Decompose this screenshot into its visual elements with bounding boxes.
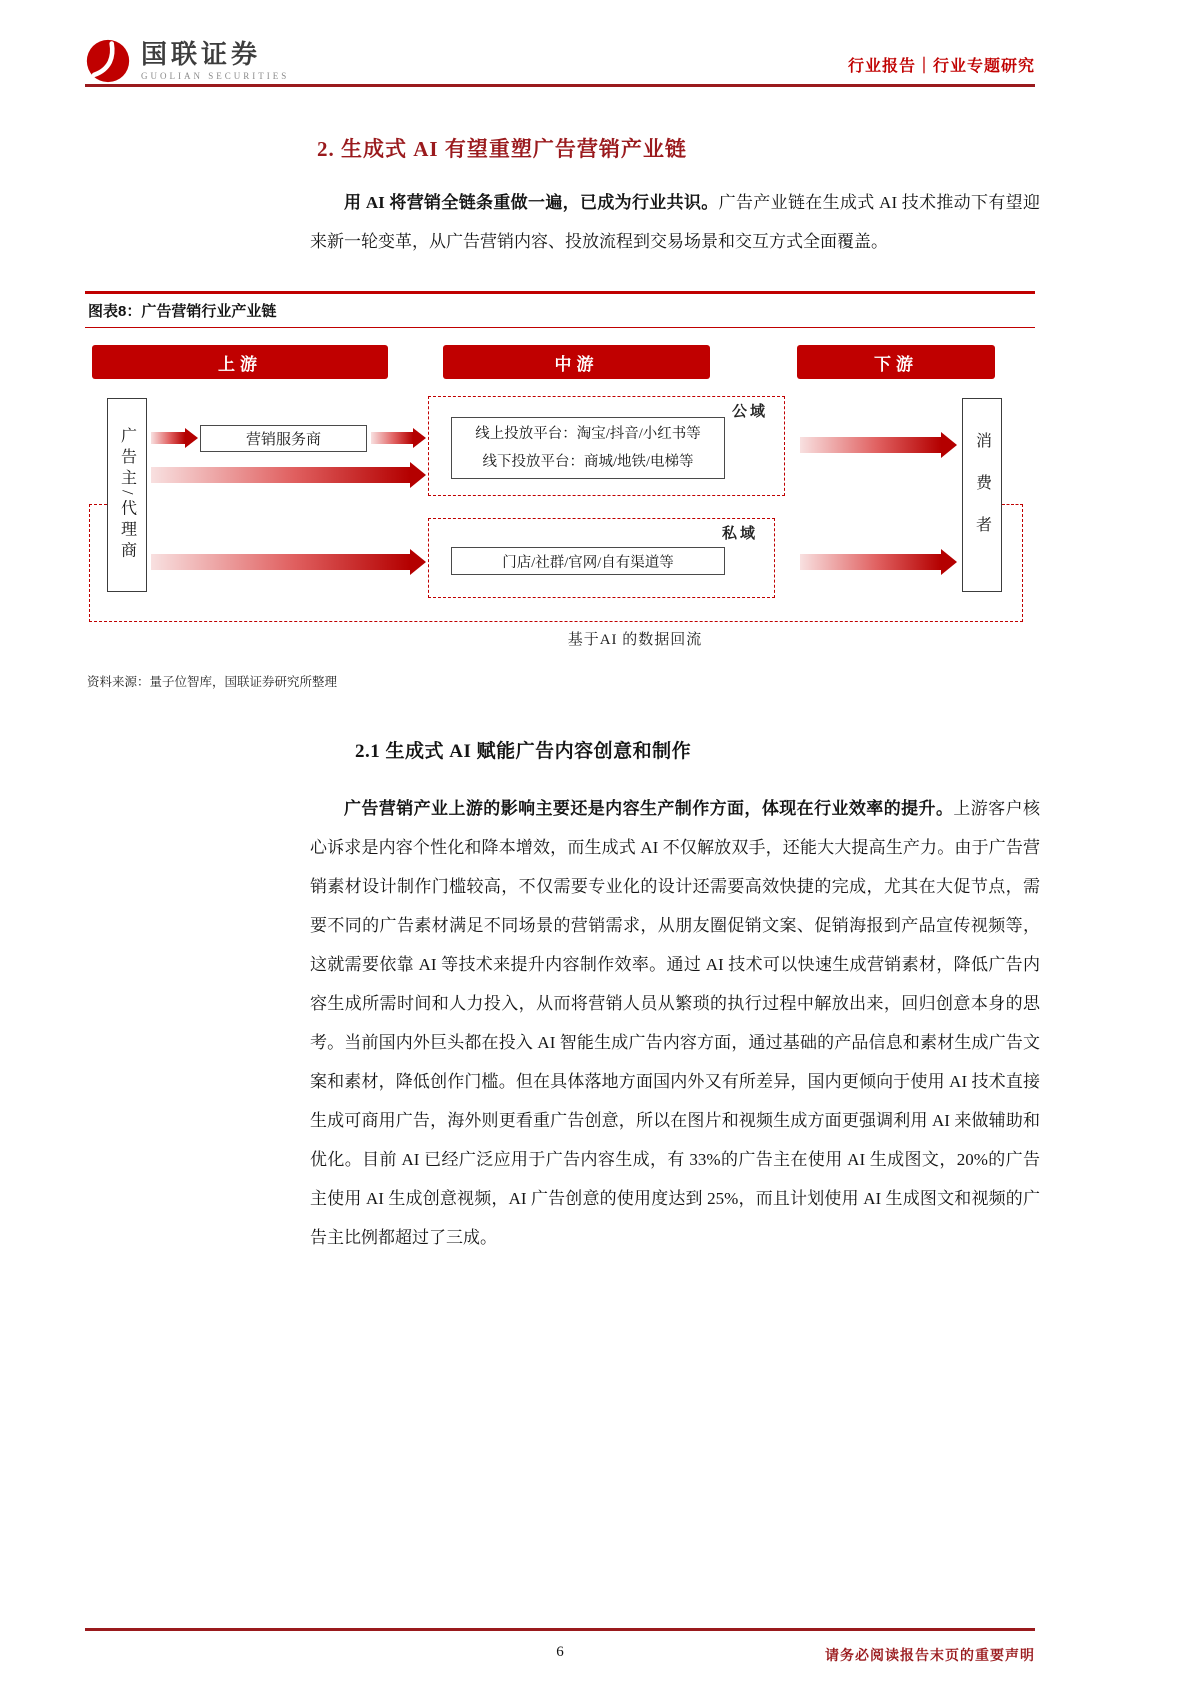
subsection-title: 2.1 生成式 AI 赋能广告内容创意和制作 bbox=[355, 741, 692, 762]
paragraph-lead-sentence: 广告营销产业上游的影响主要还是内容生产制作方面，体现在行业效率的提升。 bbox=[344, 799, 954, 818]
figure-caption: 图表8：广告营销行业产业链 bbox=[88, 303, 277, 320]
lane-downstream: 下游 bbox=[797, 345, 995, 379]
page-number: 6 bbox=[556, 1644, 564, 1660]
brand-logo bbox=[85, 38, 289, 84]
intro-body-text: 广告产业链在生成式 AI 技术推动下有望迎来新一轮变革，从广告营销内容、投放流程到交易场景和交互方式全面覆盖。 bbox=[310, 193, 1040, 251]
report-page-content bbox=[85, 0, 1041, 1257]
footer-divider bbox=[85, 1628, 1035, 1631]
arrow-public-to-consumer-icon bbox=[800, 432, 957, 458]
section-intro-paragraph bbox=[310, 183, 1040, 261]
ad-platforms-box bbox=[451, 417, 725, 479]
private-domain-label: 私域 bbox=[721, 526, 758, 542]
page-header bbox=[85, 0, 1035, 84]
report-type-label: 行业报告｜行业专题研究 bbox=[847, 58, 1035, 75]
paragraph-body-text: 上游客户核心诉求是内容个性化和降本增效，而生成式 AI 不仅解放双手，还能大大提高生产力。由于广告营销素材设计制作门槛较高，不仅需要专业化的设计还需要高效快捷的完成，尤其在大促节点，需要不同的广告素材满足不同场景的营销需求，从朋友圈促销文案、促销海报到产品宣传视频等，这就需要依靠 AI 等技术来提升内容制作效率。通过 AI 技术可以快速生成营销素材，降低广告内容生成所需时间和人力投入，从而将营销人员从繁琐的执行过程中解放出来，回归创意本身的思考。当前国内外巨头都在投入 AI 智能生成广告内容方面，通过基础的产品信息和素材生成广告文案和素材，降低创作门槛。但在具体落地方面国内外又有所差异，国内更倾向于使用 AI 技术直接生成可商用广告，海外则更看重广告创意，所以在图片和视频生成方面更强调利用 AI 来做辅助和优化。目前 AI 已经广泛应用于广告内容生成，有 33%的广告主在使用 AI 生成图文，20%的广告主使用 AI 生成创意视频，AI 广告创意的使用度达到 25%，而且计划使用 AI 生成图文和视频的广告主比例都超过了三成。 bbox=[310, 799, 1041, 1247]
subsection-paragraph bbox=[310, 789, 1040, 1257]
industry-chain-diagram bbox=[85, 332, 1035, 664]
public-domain-zone bbox=[428, 396, 785, 496]
figure-8 bbox=[85, 291, 1035, 690]
feedback-loop-right-stub bbox=[1002, 504, 1023, 505]
figure-caption-bar bbox=[85, 291, 1035, 328]
brand-name: 国联证券 bbox=[141, 39, 262, 70]
figure-source: 资料来源：量子位智库，国联证券研究所整理 bbox=[87, 675, 338, 689]
section-title: 2. 生成式 AI 有望重塑广告营销产业链 bbox=[317, 137, 687, 161]
page-footer bbox=[85, 1644, 1035, 1668]
brand-subtitle: GUOLIAN SECURITIES bbox=[141, 70, 290, 81]
offline-platforms-text: 线下投放平台：商城/地铁/电梯等 bbox=[482, 454, 694, 470]
lane-midstream: 中游 bbox=[443, 345, 710, 379]
marketing-service-box: 营销服务商 bbox=[200, 425, 367, 452]
public-domain-label: 公域 bbox=[731, 404, 768, 420]
consumer-box: 消费者 bbox=[962, 398, 1002, 592]
footer-disclaimer: 请务必阅读报告末页的重要声明 bbox=[825, 1649, 1035, 1664]
intro-lead-sentence: 用 AI 将营销全链条重做一遍，已成为行业共识。 bbox=[344, 193, 719, 212]
brand-logo-text bbox=[141, 40, 289, 81]
lane-upstream: 上游 bbox=[92, 345, 388, 379]
arrow-service-to-public-icon bbox=[371, 428, 426, 448]
arrow-advertiser-to-public-icon bbox=[151, 462, 426, 488]
advertiser-box: 广告主/代理商 bbox=[107, 398, 147, 592]
brand-logo-icon bbox=[85, 38, 131, 84]
data-feedback-label: 基于AI 的数据回流 bbox=[567, 632, 703, 648]
feedback-loop-left-stub bbox=[89, 504, 107, 505]
arrow-advertiser-to-service-icon bbox=[151, 428, 198, 448]
online-platforms-text: 线上投放平台：淘宝/抖音/小红书等 bbox=[475, 426, 701, 442]
header-divider bbox=[85, 84, 1035, 87]
data-feedback-loop-line bbox=[89, 504, 1023, 622]
private-channels-box: 门店/社群/官网/自有渠道等 bbox=[451, 547, 725, 575]
